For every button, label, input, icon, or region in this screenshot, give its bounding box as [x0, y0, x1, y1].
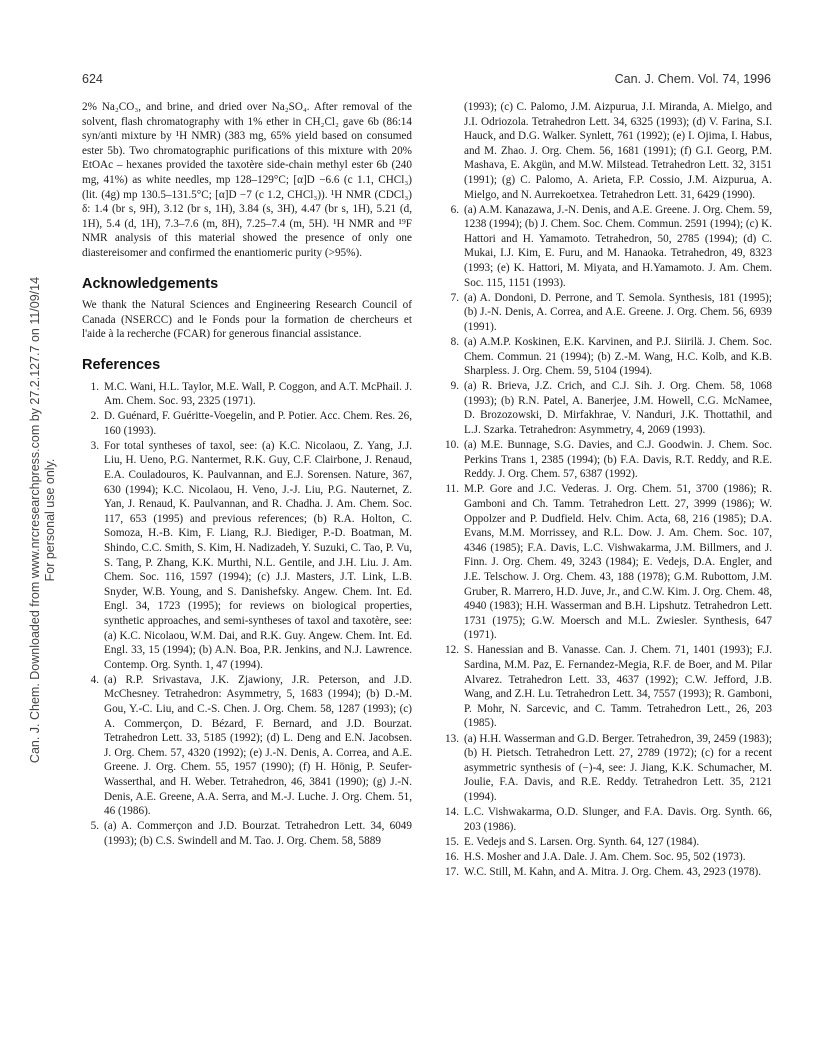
page-number: 624 [82, 72, 103, 86]
watermark-line: For personal use only. [43, 458, 57, 582]
reference-text: L.C. Vishwakarma, O.D. Slunger, and F.A. Davis. Org. Synth. 66, 203 (1986). [464, 806, 772, 833]
reference-text: (a) M.E. Bunnage, S.G. Davies, and C.J. Goodwin. J. Chem. Soc. Perkins Trans 1, 2385 (1994); (b) F.A. Davis, R.T. Reddy, and R.E. Reddy. J. Org. Chem. 57, 6387 (1992). [464, 439, 772, 481]
reference-item [442, 805, 772, 834]
reference-text: (a) A. Dondoni, D. Perrone, and T. Semola. Synthesis, 181 (1995); (b) J.-N. Denis, A. Correa, and A.E. Greene. J. Org. Chem. 56, 6939 (1991). [464, 291, 772, 333]
reference-text: (a) A.M. Kanazawa, J.-N. Denis, and A.E. Greene. J. Org. Chem. 59, 1238 (1994); (b) J. Chem. Soc. Chem. Commun. 2591 (1994); (c) K. Hattori and H. Yamamoto. Tetrahedron, 50, 2785 (1994); (d) C. Mukai, I.J. Kim, E. Furu, and M. Hanaoka. Tetrahedron, 49, 8323 (1993; (e) K. Hattori, M. Miyata, and H.Yamamoto. J. Am. Chem. Soc. 115, 1151 (1993). [464, 203, 772, 289]
reference-number: 8. [450, 336, 459, 348]
reference-text: M.C. Wani, H.L. Taylor, M.E. Wall, P. Coggon, and A.T. McPhail. J. Am. Chem. Soc. 93, 2325 (1971). [104, 380, 412, 408]
reference-number: 17. [445, 865, 459, 878]
reference-item [442, 643, 772, 731]
reference-number: 1. [90, 380, 99, 393]
experimental-paragraph: 2% Na₂CO₃, and brine, and dried over Na₂SO₄. After removal of the solvent, flash chromatography with 1% ether in CH₂Cl₂ gave 6b (86:14 syn/anti mixture by ¹H NMR) (383 mg, 65% yield based on consumed ester 5b). Two chromatographic purifications of this mixture with 20% EtOAc – hexanes provided the taxotère side-chain methyl ester 6b (240 mg, 41%) as white needles, mp 128–129°C; [α]D −6.6 (c 1.1, CHCl₃) (lit. (4g) mp 130.5–131.5°C; [α]D −7 (c 1.2, CHCl₃)). ¹H NMR (CDCl₃) δ: 1.4 (br s, 9H), 3.12 (br s, 1H), 3.84 (s, 3H), 4.47 (br s, 1H), 5.21 (d, 1H), 5.4 (d, 1H), 7.3–7.6 (m, 8H), 7.25–7.4 (m, 5H). ¹H NMR and ¹⁹F NMR analysis of this material showed the presence of only one diastereisomer and confirmed the enantiomeric purity (>95%). [82, 101, 412, 259]
reference-item [442, 291, 772, 335]
reference-item [82, 409, 412, 438]
left-column [82, 100, 412, 849]
reference-item [442, 835, 772, 850]
reference-number: 9. [450, 380, 459, 393]
download-watermark [28, 260, 58, 780]
reference-number: 13. [445, 732, 459, 745]
reference-item [82, 380, 412, 409]
reference-text: M.P. Gore and J.C. Vederas. J. Org. Chem. 51, 3700 (1986); R. Gamboni and Ch. Tamm. Tetrahedron Lett. 27, 3999 (1986); W. Oppolzer and P. Dudfield. Helv. Chim. Acta, 68, 216 (1985); D.A. Evans, M.M. Morrissey, and R.L. Dow. J. Am. Chem. Soc. 107, 4346 (1985); F.A. Davis, L.C. Vishwakarma, J.M. Billmers, and J. Finn. J. Org. Chem. 49, 3243 (1984); E. Vedejs, D.A. Engler, and J.E. Telschow. J. Org. Chem. 43, 188 (1978); G.M. Rubottom, J.M. Gruber, R. Marrero, H.D. Juve, Jr., and C.W. Kim. J. Org. Chem. 48, 4940 (1983); H.H. Wasserman and B.H. Lipshutz. Tetrahedron Lett. 1731 (1975); G.W. Moersch and M.L. Zwiesler. Synthesis, 647 (1971). [464, 483, 772, 642]
watermark-line: Can. J. Chem. Downloaded from www.nrcresearchpress.com by 27.2.127.7 on 11/09/14 [28, 276, 42, 764]
reference-number: 15. [445, 835, 459, 848]
reference-item [442, 850, 772, 865]
reference-text: (a) A.M.P. Koskinen, E.K. Karvinen, and P.J. Siirilä. J. Chem. Soc. Chem. Commun. 21 (1994); (b) Z.-M. Wang, H.C. Kolb, and K.B. Sharpless. J. Org. Chem. 59, 5104 (1994). [464, 336, 772, 378]
references-list-left [82, 380, 412, 849]
reference-number: 5. [90, 820, 99, 833]
reference-text: (1993); (c) C. Palomo, J.M. Aizpurua, J.I. Miranda, A. Mielgo, and J.I. Odriozola. Tetrahedron Lett. 34, 6325 (1993); (d) V. Farina, S.I. Hauck, and D.G. Walker. Synlett, 761 (1992); (e) I. Ojima, I. Habus, and M. Zhao. J. Org. Chem. 56, 1681 (1991); (f) G.I. Georg, P.M. Mashava, E. Akgün, and M.W. Milstead. Tetrahedron Lett. 32, 3151 (1991); (g) C. Palomo, A. Arieta, F.P. Cossio, J.M. Aizpurua, A. Mielgo, and N. Aurrekoetxea. Tetrahedron Lett. 31, 6429 (1990). [464, 101, 772, 201]
reference-number: 16. [445, 850, 459, 863]
journal-header: Can. J. Chem. Vol. 74, 1996 [614, 72, 771, 86]
reference-number: 6. [450, 203, 459, 216]
reference-number: 4. [90, 673, 99, 686]
reference-item [442, 438, 772, 482]
reference-text: For total syntheses of taxol, see: (a) K.C. Nicolaou, Z. Yang, J.J. Liu, H. Ueno, P.G. Nantermet, R.K. Guy, C.F. Clairbone, J. Renaud, E.A. Couladouros, K. Paulvannan, and E.J. Sorensen. Nature, 367, 630 (1994); K.C. Nicolaou, H. Veno, J.-J. Liu, P.G. Nauternet, Z. Yan, J. Renaud, K. Paulvannan, and R. Chadha. J. Am. Chem. Soc. 117, 653 (1995) and previous references; (b) R.A. Holton, C. Somoza, H.-B. Kim, F. Liang, R.J. Biediger, P.-D. Boatman, M. Shindo, C.C. Smith, S. Kim, H. Nadizadeh, Y. Suzuki, C. Tao, P. Vu, S. Tang, P. Zhang, K.K. Murthi, N.L. Gentile, and J.H. Liu. J. Am. Chem. Soc. 116, 1597 (1994); (c) J.J. Masters, J.T. Link, L.B. Snyder, W.B. Young, and S. Danishefsky. Angew. Chem. Int. Ed. Engl. 34, 1723 (1995); for reviews on biological properties, synthetic approaches, and semi-syntheses of taxol and taxotère, see: (a) K.C. Nicolaou, W.M. Dai, and R.K. Guy. Angew. Chem. Int. Ed. Engl. 33, 15 (1994); (b) A.N. Boa, P.R. Jenkins, and N.J. Lawrence. Contemp. Org. Synth. 1, 47 (1994). [104, 439, 412, 671]
reference-item [442, 379, 772, 437]
reference-text: (a) H.H. Wasserman and G.D. Berger. Tetrahedron, 39, 2459 (1983); (b) H. Pietsch. Tetrahedron Lett. 27, 2789 (1972); (c) for a recent asymmetric synthesis of (−)-4, see: J. Jiang, K.K. Schumacher, M. Joulie, F.A. Davis, and R.E. Reddy. Tetrahedron Lett. 35, 2121 (1994). [464, 732, 772, 803]
reference-item [82, 673, 412, 819]
right-column [442, 100, 772, 880]
acknowledgements-heading: Acknowledgements [82, 275, 219, 292]
reference-item [442, 865, 772, 880]
reference-number: 12. [445, 644, 459, 657]
reference-text: H.S. Mosher and J.A. Dale. J. Am. Chem. Soc. 95, 502 (1973). [464, 850, 746, 863]
reference-text: W.C. Still, M. Kahn, and A. Mitra. J. Org. Chem. 43, 2923 (1978). [464, 865, 762, 878]
reference-number: 10. [445, 439, 459, 452]
reference-item [442, 203, 772, 291]
acknowledgements-paragraph: We thank the Natural Sciences and Engineering Research Council of Canada (NSERCC) and le Fonds pour la formation de chercheurs et l'aide à la recherche (FCAR) for generous financial assistance. [82, 299, 412, 341]
reference-text: E. Vedejs and S. Larsen. Org. Synth. 64, 127 (1984). [464, 835, 700, 848]
reference-text: S. Hanessian and B. Vanasse. Can. J. Chem. 71, 1401 (1993); F.J. Sardina, M.M. Paz, E. Fernandez-Megia, R.F. de Boer, and M. Pilar Alvarez. Tetrahedron Lett. 33, 4637 (1992); C.W. Jefford, J.B. Wang, and Z.H. Lu. Tetrahedron Lett. 34, 7557 (1993); R. Gamboni, P. Mohr, N. Sarcevic, and C. Tamm. Tetrahedron Lett., 26, 203 (1985). [464, 644, 772, 730]
reference-number: 7. [450, 291, 459, 304]
reference-item [442, 732, 772, 805]
reference-number: 11. [445, 483, 459, 496]
reference-item [82, 439, 412, 673]
reference-item [82, 819, 412, 848]
reference-text: (a) R.P. Srivastava, J.K. Zjawiony, J.R. Peterson, and J.D. McChesney. Tetrahedron: Asymmetry, 5, 1683 (1994); (b) D.-M. Gou, Y.-C. Liu, and C.-S. Chen. J. Org. Chem. 58, 1287 (1993); (c) A. Commerçon, D. Bézard, F. Bernard, and J.D. Bourzat. Tetrahedron Lett. 33, 5185 (1992); (d) L. Deng and E.N. Jacobsen. J. Org. Chem. 57, 4320 (1992); (e) J.-N. Denis, A. Correa, and A.E. Greene. J. Org. Chem. 55, 1957 (1990); (f) H. Hönig, P. Seufer-Wasserthal, and H. Weber. Tetrahedron, 46, 3841 (1990); (g) J.-N. Denis, A.E. Greene, A.A. Serra, and M.-J. Luche. J. Org. Chem. 51, 46 (1986). [104, 673, 412, 818]
references-heading: References [82, 356, 161, 373]
reference-text: (a) A. Commerçon and J.D. Bourzat. Tetrahedron Lett. 34, 6049 (1993); (b) C.S. Swindell and M. Tao. J. Org. Chem. 58, 5889 [104, 820, 412, 847]
references-list-right [442, 100, 772, 879]
reference-item [442, 335, 772, 379]
reference-number: 2. [90, 410, 99, 423]
reference-number: 14. [445, 806, 459, 818]
reference-item [442, 482, 772, 643]
reference-text: (a) R. Brieva, J.Z. Crich, and C.J. Sih. J. Org. Chem. 58, 1068 (1993); (b) R.N. Patel, A. Banerjee, J.M. Howell, C.G. McNamee, D. Brozozowski, D. Mirfakhrae, V. Nanduri, J.K. Thottathil, and L.J. Szarka. Tetrahedron: Asymmetry, 4, 2069 (1993). [464, 380, 772, 437]
reference-text: D. Guénard, F. Guéritte-Voegelin, and P. Potier. Acc. Chem. Res. 26, 160 (1993). [104, 410, 412, 437]
reference-number: 3. [90, 439, 99, 452]
reference-item [442, 100, 772, 202]
